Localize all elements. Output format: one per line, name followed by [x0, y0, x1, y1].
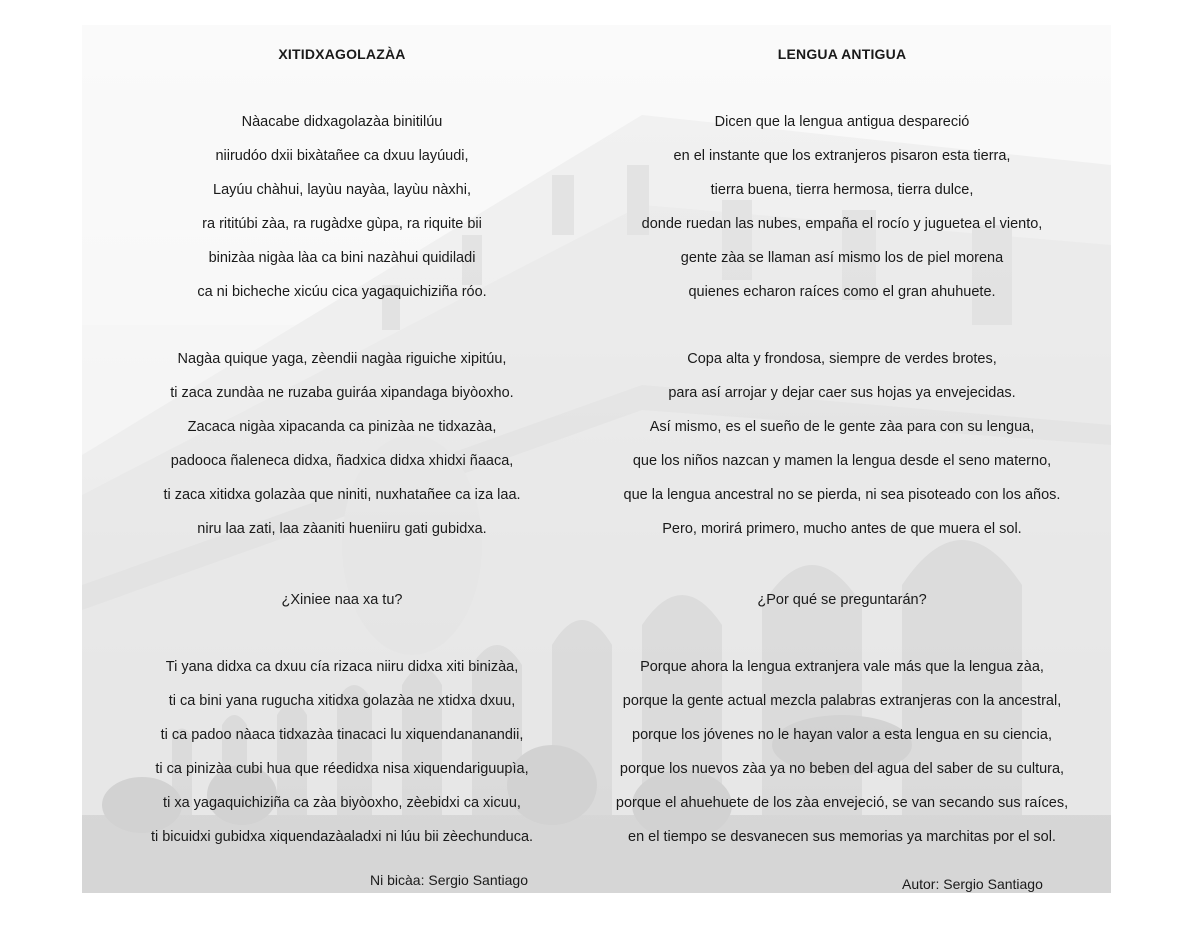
poem-line: Así mismo, es el sueño de le gente zàa para con su lengua, [649, 419, 1035, 435]
poem-sheet [82, 25, 1111, 893]
poem-line: ti zaca xitidxa golazàa que niniti, nuxhatañee ca iza laa. [163, 487, 521, 503]
poem-line: en el instante que los extranjeros pisaron esta tierra, [673, 148, 1011, 164]
poem-line: ti ca bini yana rugucha xitidxa golazàa ne xtidxa dxuu, [168, 693, 516, 709]
poem-line: padooca ñaleneca didxa, ñadxica didxa xhidxi ñaaca, [170, 453, 514, 469]
poem-line: Nàacabe didxagolazàa binitilúu [241, 114, 443, 130]
poem-line: quienes echaron raíces como el gran ahuhuete. [688, 284, 996, 300]
poem-line: Dicen que la lengua antigua despareció [714, 114, 970, 130]
poem-line: en el tiempo se desvanecen sus memorias ya marchitas por el sol. [628, 829, 1056, 845]
poem-line: binizàa nigàa làa ca bini nazàhui quidiladi [208, 250, 476, 266]
poem-line: porque el ahuehuete de los zàa envejeció, se van secando sus raíces, [615, 795, 1069, 811]
poem-line: Pero, morirá primero, mucho antes de que muera el sol. [662, 521, 1022, 537]
poem-line: porque los nuevos zàa ya no beben del agua del saber de su cultura, [619, 761, 1065, 777]
poem-line: ti ca pinizàa cubi hua que réedidxa nisa xiquendariguupìa, [155, 761, 529, 777]
poem-line: ti ca padoo nàaca tidxazàa tinacaci lu xiquendananandii, [160, 727, 524, 743]
poem-question: ¿Por qué se preguntarán? [757, 592, 927, 608]
spanish-poem-signature: Autor: Sergio Santiago [902, 876, 1043, 892]
poem-line: Porque ahora la lengua extranjera vale más que la lengua zàa, [640, 659, 1044, 675]
poem-line: para así arrojar y dejar caer sus hojas ya envejecidas. [668, 385, 1016, 401]
poem-question: ¿Xiniee naa xa tu? [281, 592, 403, 608]
poem-line: niru laa zati, laa zàaniti hueniiru gati gubidxa. [197, 521, 487, 537]
poem-line: porque los jóvenes no le hayan valor a esta lengua en su ciencia, [632, 727, 1052, 743]
poem-line: ti xa yagaquichiziña ca zàa biyòoxho, zèebidxi ca xicuu, [163, 795, 521, 811]
poem-line: ti bicuidxi gubidxa xiquendazàaladxi ni lúu bii zèechunduca. [150, 829, 534, 845]
poem-line: Copa alta y frondosa, siempre de verdes brotes, [687, 351, 997, 367]
zapotec-poem-signature: Ni bicàa: Sergio Santiago [370, 872, 528, 888]
poem-line: tierra buena, tierra hermosa, tierra dulce, [710, 182, 974, 198]
spanish-poem-title: LENGUA ANTIGUA [777, 46, 907, 62]
poem-line: ti zaca zundàa ne ruzaba guiráa xipandaga biyòoxho. [170, 385, 514, 401]
poem-line: que la lengua ancestral no se pierda, ni sea pisoteado con los años. [623, 487, 1061, 503]
zapotec-poem-title: XITIDXAGOLAZÀA [278, 46, 406, 62]
poem-line: gente zàa se llaman así mismo los de piel morena [680, 250, 1004, 266]
poem-line: Layúu chàhui, layùu nayàa, layùu nàxhi, [213, 182, 471, 198]
poem-line: Nagàa quique yaga, zèendii nagàa riguiche xipitúu, [177, 351, 507, 367]
poem-line: Ti yana didxa ca dxuu cía rizaca niiru didxa xiti binizàa, [165, 659, 519, 675]
poem-line: ca ni bicheche xicúu cica yagaquichiziña róo. [197, 284, 487, 300]
poem-line: porque la gente actual mezcla palabras extranjeras con la ancestral, [622, 693, 1062, 709]
poem-line: que los niños nazcan y mamen la lengua desde el seno materno, [632, 453, 1052, 469]
poem-line: donde ruedan las nubes, empaña el rocío y juguetea el viento, [641, 216, 1043, 232]
poem-line: ra rititúbi zàa, ra rugàdxe gùpa, ra riquite bii [202, 216, 482, 232]
poem-line: niirudóo dxii bixàtañee ca dxuu layúudi, [215, 148, 469, 164]
poem-line: Zacaca nigàa xipacanda ca pinizàa ne tidxazàa, [187, 419, 497, 435]
